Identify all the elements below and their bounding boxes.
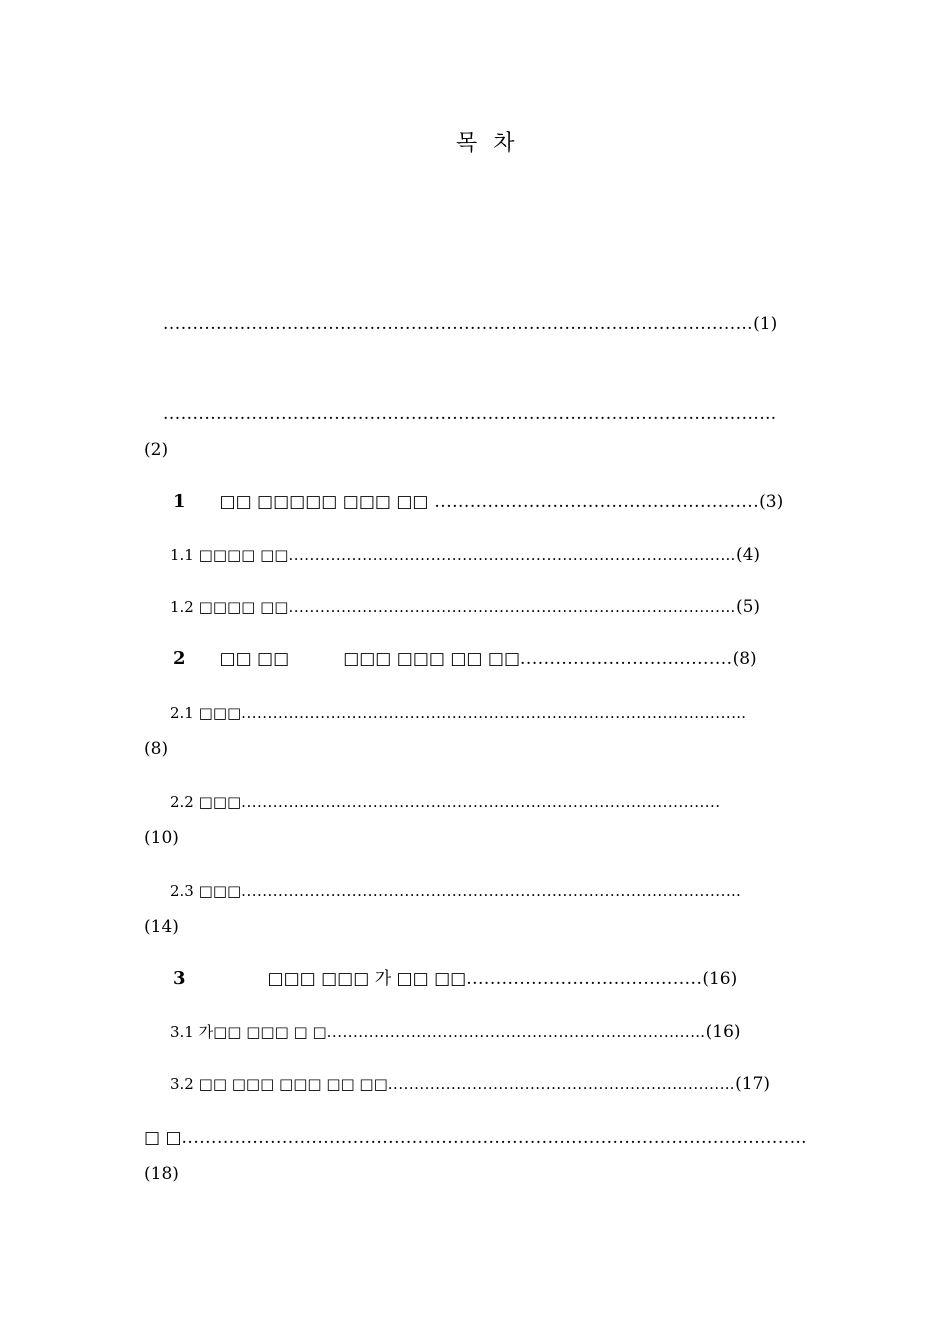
toc-leader-dots: .....................................................................…: [326, 1023, 706, 1041]
toc-chapter-3[interactable]: [173, 967, 737, 991]
toc-chapter-2[interactable]: [173, 647, 757, 671]
toc-section-number: 1.2: [170, 598, 194, 616]
toc-chapter-title-part-1: □□ □□: [219, 649, 290, 669]
title-char-2: 차: [493, 131, 517, 156]
toc-page-number: (17): [735, 1074, 771, 1094]
toc-leader-dots: ...........................................................................................: [241, 793, 721, 811]
toc-page-number: (2): [144, 440, 169, 460]
toc-section-title: □□□: [198, 793, 242, 811]
toc-entry[interactable]: [163, 402, 777, 426]
toc-section-2-3[interactable]: [170, 879, 741, 903]
toc-section-number: 3.1: [170, 1023, 194, 1041]
toc-page-number: (4): [735, 545, 761, 565]
toc-section-number: 3.2: [170, 1075, 194, 1093]
toc-section-3-2[interactable]: [170, 1072, 770, 1096]
toc-section-title: □□ □□□ □□□ □□ □□: [198, 1075, 388, 1093]
toc-leader-dots: ..................................................................................…: [288, 546, 736, 564]
toc-leader-dots: ........................................: [466, 969, 703, 989]
toc-leader-dots: ..................................................................................…: [288, 598, 736, 616]
page-title: [456, 126, 517, 157]
toc-section-title: 가□□ □□□ □ □: [198, 1023, 327, 1041]
toc-leader-dots: ...............................................................…: [387, 1075, 736, 1093]
toc-page-number: (3): [759, 492, 784, 512]
toc-page-number: (8): [732, 649, 757, 669]
toc-page-number: (8): [144, 739, 169, 759]
toc-leader-dots: .....................................................................................................…: [163, 404, 777, 424]
toc-page-number: (16): [705, 1022, 741, 1042]
toc-leader-dots: .................................................................................................…: [163, 314, 754, 334]
toc-leader-dots: .......................................................: [428, 492, 760, 512]
toc-section-2-1[interactable]: [170, 701, 747, 725]
toc-entry-final[interactable]: [144, 1126, 807, 1150]
toc-section-2-2[interactable]: [170, 790, 721, 814]
toc-section-number: 2.3: [170, 882, 194, 900]
toc-chapter-1[interactable]: [173, 490, 783, 514]
toc-page-number: (14): [144, 917, 179, 937]
toc-leader-dots: ....................................: [520, 649, 733, 669]
toc-section-title: □□□□ □□: [198, 546, 289, 564]
toc-chapter-title: □□□ □□□ 가 □□ □□: [267, 969, 467, 989]
toc-section-number: 2.2: [170, 793, 194, 811]
toc-page-number: (10): [144, 828, 179, 848]
toc-chapter-number: 1: [173, 491, 186, 512]
toc-page-number: (1): [753, 314, 778, 334]
toc-page-number: (5): [735, 597, 761, 617]
toc-entry[interactable]: [163, 312, 777, 336]
title-char-1: 목: [456, 131, 480, 156]
toc-section-1-2[interactable]: [170, 595, 760, 619]
toc-section-title: □□□□ □□: [198, 598, 289, 616]
toc-final-title: □ □: [144, 1128, 182, 1148]
toc-chapter-number: 2: [173, 648, 186, 669]
toc-chapter-title-part-2: □□□ □□□ □□ □□: [343, 649, 521, 669]
toc-chapter-number: 3: [173, 968, 186, 989]
toc-section-1-1[interactable]: [170, 543, 760, 567]
toc-section-3-1[interactable]: [170, 1020, 741, 1044]
toc-leader-dots: .......................................................................................................…: [181, 1128, 808, 1148]
toc-page-number: (16): [702, 969, 738, 989]
toc-section-title: □□□: [198, 704, 242, 722]
toc-leader-dots: ............................................................................................…: [241, 882, 742, 900]
toc-section-title: □□□: [198, 882, 242, 900]
toc-leader-dots: .............................................................................................…: [241, 704, 747, 722]
toc-page-number: (18): [144, 1164, 179, 1184]
toc-section-number: 1.1: [170, 546, 194, 564]
toc-section-number: 2.1: [170, 704, 194, 722]
toc-chapter-title: □□ □□□□□ □□□ □□: [219, 492, 429, 512]
